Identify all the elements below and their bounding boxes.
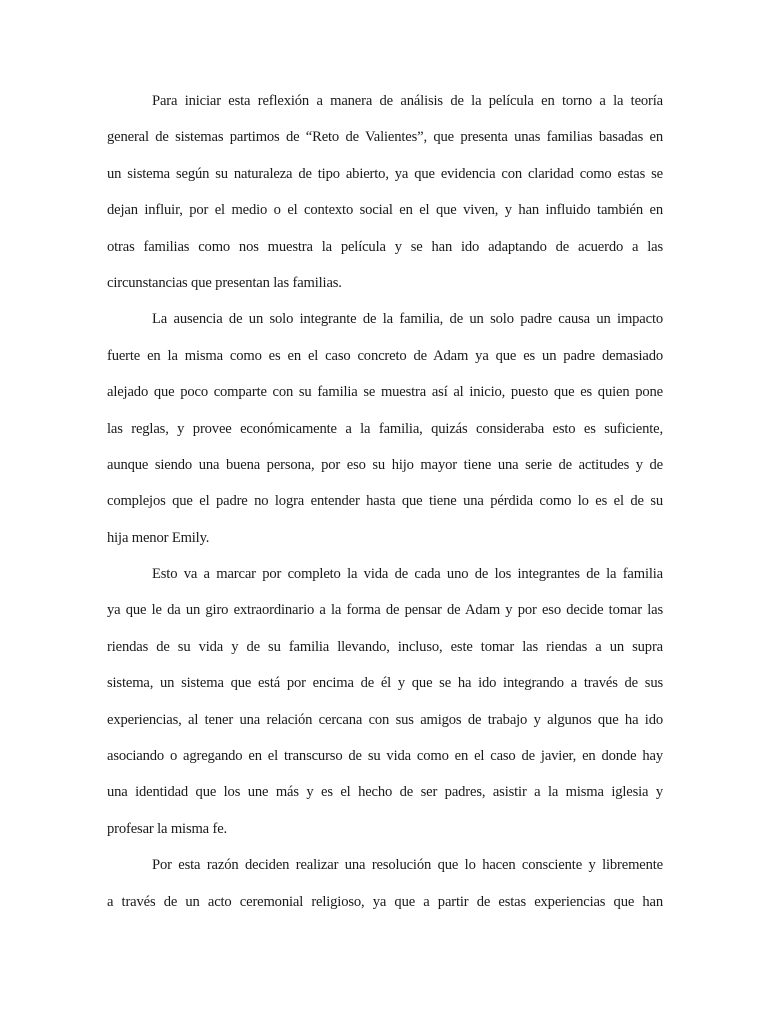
text-line: aunque siendo una buena persona, por eso su hijo mayor tiene una serie de actitudes y de <box>107 456 663 473</box>
text-line: otras familias como nos muestra la película y se han ido adaptando de acuerdo a las <box>107 238 663 255</box>
text-line: las reglas, y provee económicamente a la familia, quizás consideraba esto es suficiente, <box>107 420 663 437</box>
text-line: experiencias, al tener una relación cercana con sus amigos de trabajo y algunos que ha ido <box>107 711 663 728</box>
text-line: general de sistemas partimos de “Reto de Valientes”, que presenta unas familias basadas en <box>107 129 663 146</box>
text-line: un sistema según su naturaleza de tipo abierto, ya que evidencia con claridad como estas se <box>107 165 663 182</box>
text-line: ya que le da un giro extraordinario a la forma de pensar de Adam y por eso decide tomar las <box>107 602 663 619</box>
text-line: profesar la misma fe. <box>107 820 228 837</box>
text-line: complejos que el padre no logra entender hasta que tiene una pérdida como lo es el de su <box>107 493 663 510</box>
text-line: Para iniciar esta reflexión a manera de análisis de la película en torno a la teoría <box>152 93 663 109</box>
text-line: alejado que poco comparte con su familia se muestra así al inicio, puesto que es quien pone <box>107 384 663 401</box>
text-line: hija menor Emily. <box>107 529 210 546</box>
text-line: una identidad que los une más y es el hecho de ser padres, asistir a la misma iglesia y <box>107 784 663 801</box>
text-line: riendas de su vida y de su familia llevando, incluso, este tomar las riendas a un supra <box>107 638 663 655</box>
text-line: a través de un acto ceremonial religioso, ya que a partir de estas experiencias que han <box>107 893 663 910</box>
text-line: fuerte en la misma como es en el caso concreto de Adam ya que es un padre demasiado <box>107 347 663 364</box>
text-line: Esto va a marcar por completo la vida de cada uno de los integrantes de la familia <box>152 566 663 583</box>
text-line: La ausencia de un solo integrante de la familia, de un solo padre causa un impacto <box>152 311 663 328</box>
text-line: sistema, un sistema que está por encima de él y que se ha ido integrando a través de sus <box>107 675 663 692</box>
paragraph-3 <box>107 556 663 847</box>
paragraph-1 <box>107 83 663 301</box>
paragraph-2 <box>107 301 663 556</box>
document-body <box>107 83 663 920</box>
text-line: dejan influir, por el medio o el contexto social en el que viven, y han influido también en <box>107 202 663 219</box>
text-line: Por esta razón deciden realizar una resolución que lo hacen consciente y libremente <box>152 857 663 874</box>
text-line: circunstancias que presentan las familias. <box>107 274 342 291</box>
text-line: asociando o agregando en el transcurso de su vida como en el caso de javier, en donde hay <box>107 748 663 765</box>
paragraph-4 <box>107 847 663 920</box>
